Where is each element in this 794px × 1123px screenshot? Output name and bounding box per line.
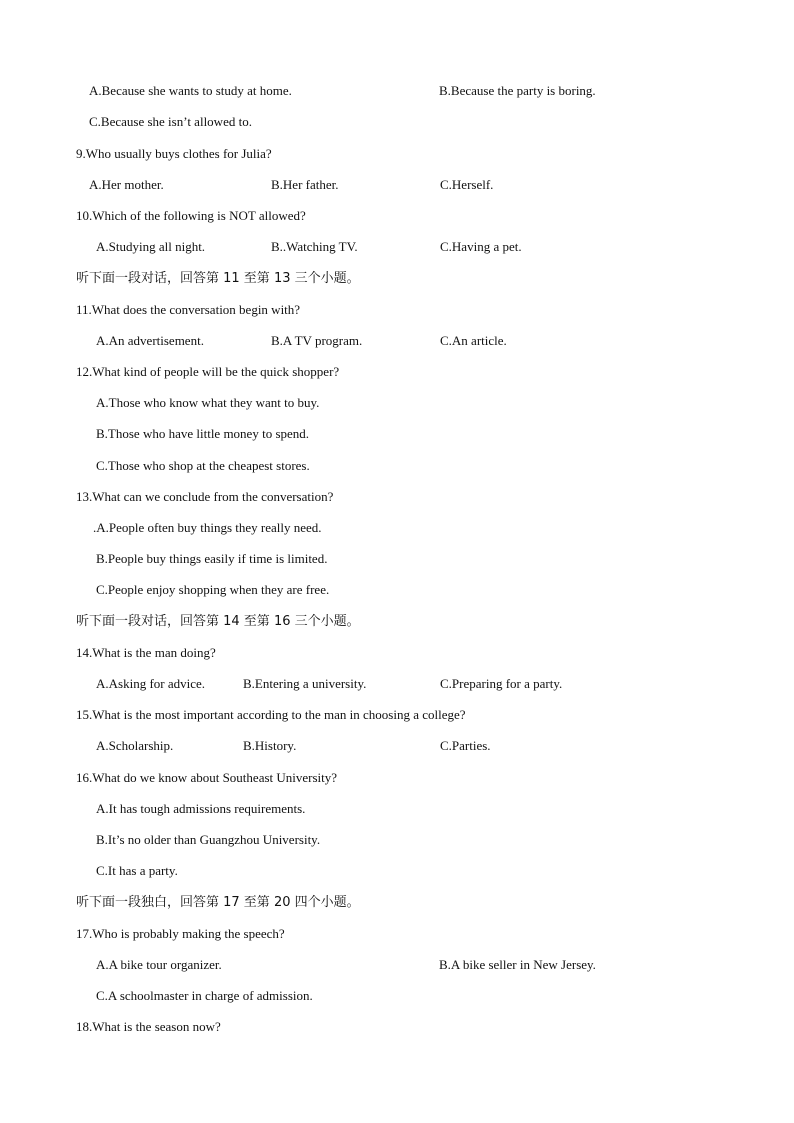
section-heading-17-20: 听下面一段独白，回答第 17 至第 20 四个小题。 [76, 895, 360, 910]
q16-option-a: A.It has tough admissions requirements. [96, 801, 306, 816]
q12-option-a: A.Those who know what they want to buy. [96, 395, 320, 410]
q14-option-a: A.Asking for advice. [96, 676, 206, 691]
q11-option-a: A.An advertisement. [96, 333, 204, 348]
q15-option-c: C.Parties. [440, 738, 491, 753]
q17-option-b: B.A bike seller in New Jersey. [439, 957, 596, 972]
q17-option-a: A.A bike tour organizer. [96, 957, 222, 972]
q16-option-c: C.It has a party. [96, 863, 178, 878]
q13-option-b: B.People buy things easily if time is limited. [96, 551, 328, 566]
q13-option-a: .A.People often buy things they really need. [93, 520, 322, 535]
q14-option-b: B.Entering a university. [243, 676, 367, 691]
q11-option-c: C.An article. [440, 333, 507, 348]
q13-stem: 13.What can we conclude from the conversation? [76, 489, 334, 504]
q11-option-b: B.A TV program. [271, 333, 363, 348]
q12-option-b: B.Those who have little money to spend. [96, 426, 310, 441]
q10-stem: 10.Which of the following is NOT allowed? [76, 208, 306, 223]
q10-option-b: B..Watching TV. [271, 239, 358, 254]
q18-stem: 18.What is the season now? [76, 1019, 221, 1034]
q14-option-c: C.Preparing for a party. [440, 676, 563, 691]
q15-option-b: B.History. [243, 738, 297, 753]
q15-option-a: A.Scholarship. [96, 738, 174, 753]
q11-stem: 11.What does the conversation begin with? [76, 302, 301, 317]
q9-stem: 9.Who usually buys clothes for Julia? [76, 146, 272, 161]
section-heading-11-13: 听下面一段对话，回答第 11 至第 13 三个小题。 [76, 271, 360, 286]
q9-option-b: B.Her father. [271, 177, 339, 192]
q8-option-c: C.Because she isn’t allowed to. [89, 114, 252, 129]
q13-option-c: C.People enjoy shopping when they are free. [96, 582, 330, 597]
q15-stem: 15.What is the most important according to the man in choosing a college? [76, 707, 466, 722]
q17-stem: 17.Who is probably making the speech? [76, 926, 285, 941]
q16-option-b: B.It’s no older than Guangzhou University. [96, 832, 321, 847]
q17-option-c: C.A schoolmaster in charge of admission. [96, 988, 313, 1003]
q16-stem: 16.What do we know about Southeast University? [76, 770, 338, 785]
section-heading-14-16: 听下面一段对话，回答第 14 至第 16 三个小题。 [76, 614, 360, 629]
q8-option-b: B.Because the party is boring. [439, 83, 596, 98]
q14-stem: 14.What is the man doing? [76, 645, 216, 660]
q9-option-a: A.Her mother. [89, 177, 164, 192]
q12-stem: 12.What kind of people will be the quick shopper? [76, 364, 340, 379]
q12-option-c: C.Those who shop at the cheapest stores. [96, 458, 310, 473]
q8-option-a: A.Because she wants to study at home. [89, 83, 292, 98]
q9-option-c: C.Herself. [440, 177, 494, 192]
q10-option-c: C.Having a pet. [440, 239, 522, 254]
q10-option-a: A.Studying all night. [96, 239, 206, 254]
